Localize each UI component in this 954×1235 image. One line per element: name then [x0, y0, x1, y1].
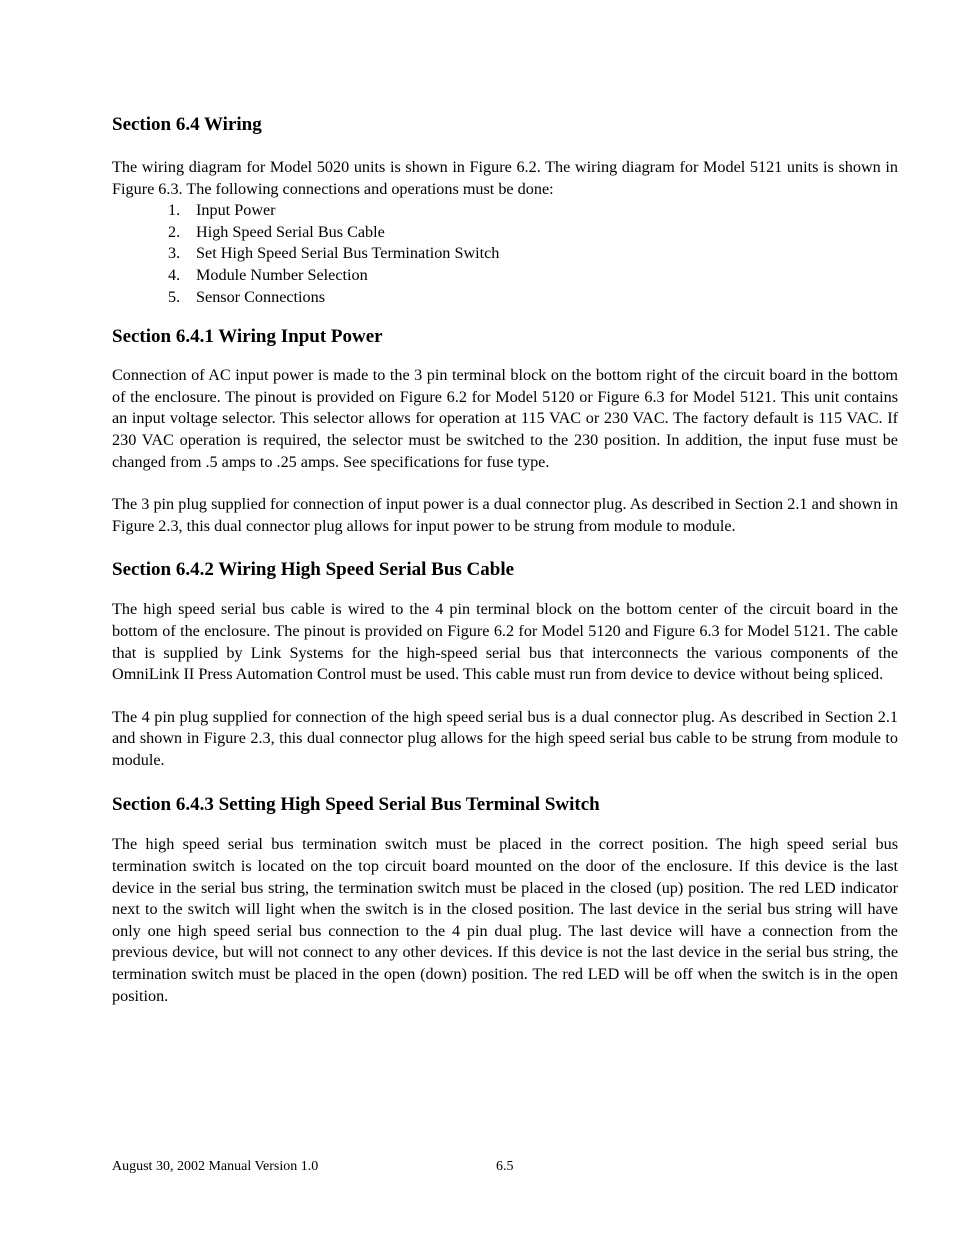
connections-list	[112, 200, 898, 308]
list-item-number: 1.	[168, 201, 181, 220]
list-item-number: 2.	[168, 222, 181, 241]
footer-date-version: August 30, 2002 Manual Version 1.0	[112, 1159, 319, 1174]
list-item-number: 3.	[168, 244, 181, 263]
section-6-4-1-paragraph-2: The 3 pin plug supplied for connection of input power is a dual connector plug. As described in Section 2.1 and shown in Figure 2.3, this dual connector plug allows for input power to be strung from module to module.	[112, 495, 898, 535]
section-6-4-2-paragraph-2: The 4 pin plug supplied for connection of the high speed serial bus is a dual connector plug. As described in Section 2.1 and shown in Figure 2.3, this dual connector plug allows for the high speed serial bus cable to be strung from module to module.	[112, 707, 898, 769]
list-item-text: High Speed Serial Bus Cable	[196, 222, 385, 241]
page-footer	[112, 1159, 514, 1175]
list-item	[112, 222, 898, 244]
section-6-4-1-heading: Section 6.4.1 Wiring Input Power	[112, 326, 383, 348]
section-6-4-2-paragraph-1: The high speed serial bus cable is wired to the 4 pin terminal block on the bottom center of the circuit board in the bottom of the enclosure. The pinout is provided on Figure 6.2 for Model 5120 and Figure 6.3 for Model 5121. The cable that is supplied by Link Systems for the high-speed serial bus that interconnects the various components of the OmniLink II Press Automation Control must be used. This cable must run from device to device without being spliced.	[112, 600, 898, 684]
list-item-text: Set High Speed Serial Bus Termination Switch	[196, 244, 500, 263]
list-item-text: Sensor Connections	[196, 287, 326, 306]
list-item-number: 4.	[168, 265, 181, 284]
list-item	[112, 200, 898, 222]
list-item	[112, 243, 898, 265]
list-item-text: Module Number Selection	[196, 265, 368, 284]
list-item-number: 5.	[168, 287, 181, 306]
section-6-4-heading: Section 6.4 Wiring	[112, 114, 262, 135]
list-item-text: Input Power	[196, 201, 276, 220]
section-6-4-3-paragraph-1: The high speed serial bus termination switch must be placed in the correct position. The high speed serial bus termination switch is located on the top circuit board mounted on the door of the enclosure. If this device is the last device in the serial bus string, the termination switch must be placed in the closed (up) position. The red LED indicator next to the switch will light when the switch is in the closed position. The last device in the serial bus string will have only one high speed serial bus connection to the 4 pin dual plug. The last device will have a connection from the previous device, but will not connect to any other devices. If this device is not the last device in the serial bus string, the termination switch must be placed in the open (down) position. The red LED will be off when the switch is in the open position.	[112, 835, 898, 1005]
document-page	[112, 112, 898, 1007]
section-6-4-2-heading: Section 6.4.2 Wiring High Speed Serial Bus Cable	[112, 559, 515, 581]
list-item	[112, 287, 898, 309]
section-6-4-intro: The wiring diagram for Model 5020 units is shown in Figure 6.2. The wiring diagram for Model 5121 units is shown in Figure 6.3. The following connections and operations must be done:	[112, 158, 898, 198]
list-item	[112, 265, 898, 287]
section-6-4-1-paragraph-1: Connection of AC input power is made to the 3 pin terminal block on the bottom right of the circuit board in the bottom of the enclosure. The pinout is provided on Figure 6.2 for Model 5120 or Figure 6.3 for Model 5121. This unit contains an input voltage selector. This selector allows for operation at 115 VAC or 230 VAC. The factory default is 115 VAC. If 230 VAC operation is required, the selector must be switched to the 230 position. In addition, the input fuse must be changed from .5 amps to .25 amps. See specifications for fuse type.	[112, 366, 898, 471]
section-6-4-3-heading: Section 6.4.3 Setting High Speed Serial Bus Terminal Switch	[112, 794, 600, 816]
footer-page-number: 6.5	[496, 1159, 514, 1174]
